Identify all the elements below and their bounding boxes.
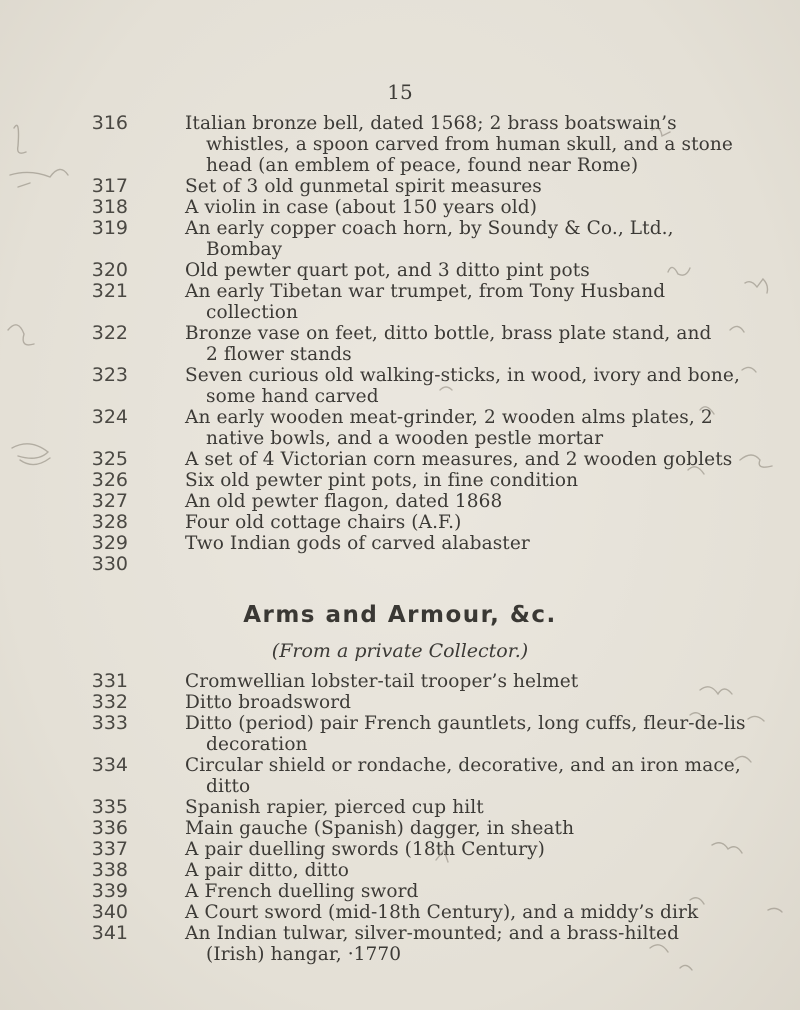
lot-line: An old pewter flagon, dated 1868 — [185, 491, 503, 512]
lot-line: Old pewter quart pot, and 3 ditto pint pots — [185, 260, 590, 281]
lot-line: Four old cottage chairs (A.F.) — [185, 512, 462, 533]
lot-number: 340 — [91, 901, 128, 923]
lot-line: Ditto (period) pair French gauntlets, long cuffs, fleur-de-lis — [185, 713, 746, 734]
lot-line: Two Indian gods of carved alabaster — [185, 533, 530, 554]
lot-number: 327 — [91, 490, 128, 512]
lot-number: 341 — [91, 922, 128, 944]
lot-line: An Indian tulwar, silver-mounted; and a brass-hilted — [185, 923, 680, 944]
lot-number: 331 — [91, 670, 128, 692]
lot-line: Bombay — [206, 239, 283, 260]
lot-number: 323 — [91, 364, 128, 386]
lot-line: Six old pewter pint pots, in fine condition — [185, 470, 579, 491]
lot-line: Seven curious old walking-sticks, in wood, ivory and bone, — [185, 365, 740, 386]
lot-number: 320 — [91, 259, 128, 281]
lot-line: native bowls, and a wooden pestle mortar — [206, 428, 604, 449]
lot-line: A French duelling sword — [185, 881, 419, 902]
lot-number: 318 — [91, 196, 128, 218]
lot-number: 330 — [91, 553, 128, 575]
lot-number: 324 — [91, 406, 128, 428]
lot-line: decoration — [206, 734, 308, 755]
lot-line: Ditto broadsword — [185, 692, 352, 713]
lot-line: Main gauche (Spanish) dagger, in sheath — [185, 818, 575, 839]
lot-line: Set of 3 old gunmetal spirit measures — [185, 176, 542, 197]
lot-line: Italian bronze bell, dated 1568; 2 brass boatswain’s — [185, 113, 677, 134]
lot-line: Circular shield or rondache, decorative, and an iron mace, — [185, 755, 741, 776]
lot-number: 325 — [91, 448, 128, 470]
lot-number: 337 — [91, 838, 128, 860]
lot-line: An early wooden meat-grinder, 2 wooden alms plates, 2 — [185, 407, 713, 428]
lot-number: 338 — [91, 859, 128, 881]
lot-number: 332 — [91, 691, 128, 713]
lot-number: 316 — [91, 112, 128, 134]
page-number: 15 — [387, 80, 413, 104]
lot-number: 317 — [91, 175, 128, 197]
lot-line: An early copper coach horn, by Soundy & Co., Ltd., — [185, 218, 674, 239]
lot-line: head (an emblem of peace, found near Rome) — [206, 155, 639, 176]
lot-line: some hand carved — [206, 386, 379, 407]
lot-line: (Irish) hangar, ·1770 — [206, 944, 402, 965]
lot-number: 319 — [91, 217, 128, 239]
lot-number: 333 — [91, 712, 128, 734]
lot-line: A pair ditto, ditto — [185, 860, 349, 881]
lot-number: 334 — [91, 754, 128, 776]
lot-line: collection — [206, 302, 299, 323]
lot-line: An early Tibetan war trumpet, from Tony Husband — [185, 281, 666, 302]
lot-number: 336 — [91, 817, 128, 839]
section-title: Arms and Armour, &c. — [243, 602, 557, 628]
lot-line: whistles, a spoon carved from human skull, and a stone — [206, 134, 733, 155]
lot-line: Cromwellian lobster-tail trooper’s helmet — [185, 671, 579, 692]
lot-line: A set of 4 Victorian corn measures, and 2 wooden goblets — [185, 449, 733, 470]
lot-line: Spanish rapier, pierced cup hilt — [185, 797, 484, 818]
lot-line: ditto — [206, 776, 251, 797]
lot-line: A Court sword (mid-18th Century), and a middy’s dirk — [185, 902, 699, 923]
lot-number: 328 — [91, 511, 128, 533]
lot-number: 321 — [91, 280, 128, 302]
lot-number: 335 — [91, 796, 128, 818]
section-subtitle: (From a private Collector.) — [271, 640, 529, 662]
lot-line: A pair duelling swords (18th Century) — [185, 839, 545, 860]
lot-number: 329 — [91, 532, 128, 554]
lot-number: 322 — [91, 322, 128, 344]
lot-line: 2 flower stands — [206, 344, 352, 365]
lot-line: Bronze vase on feet, ditto bottle, brass plate stand, and — [185, 323, 712, 344]
lot-number: 339 — [91, 880, 128, 902]
lot-number: 326 — [91, 469, 128, 491]
lot-line: A violin in case (about 150 years old) — [185, 197, 538, 218]
